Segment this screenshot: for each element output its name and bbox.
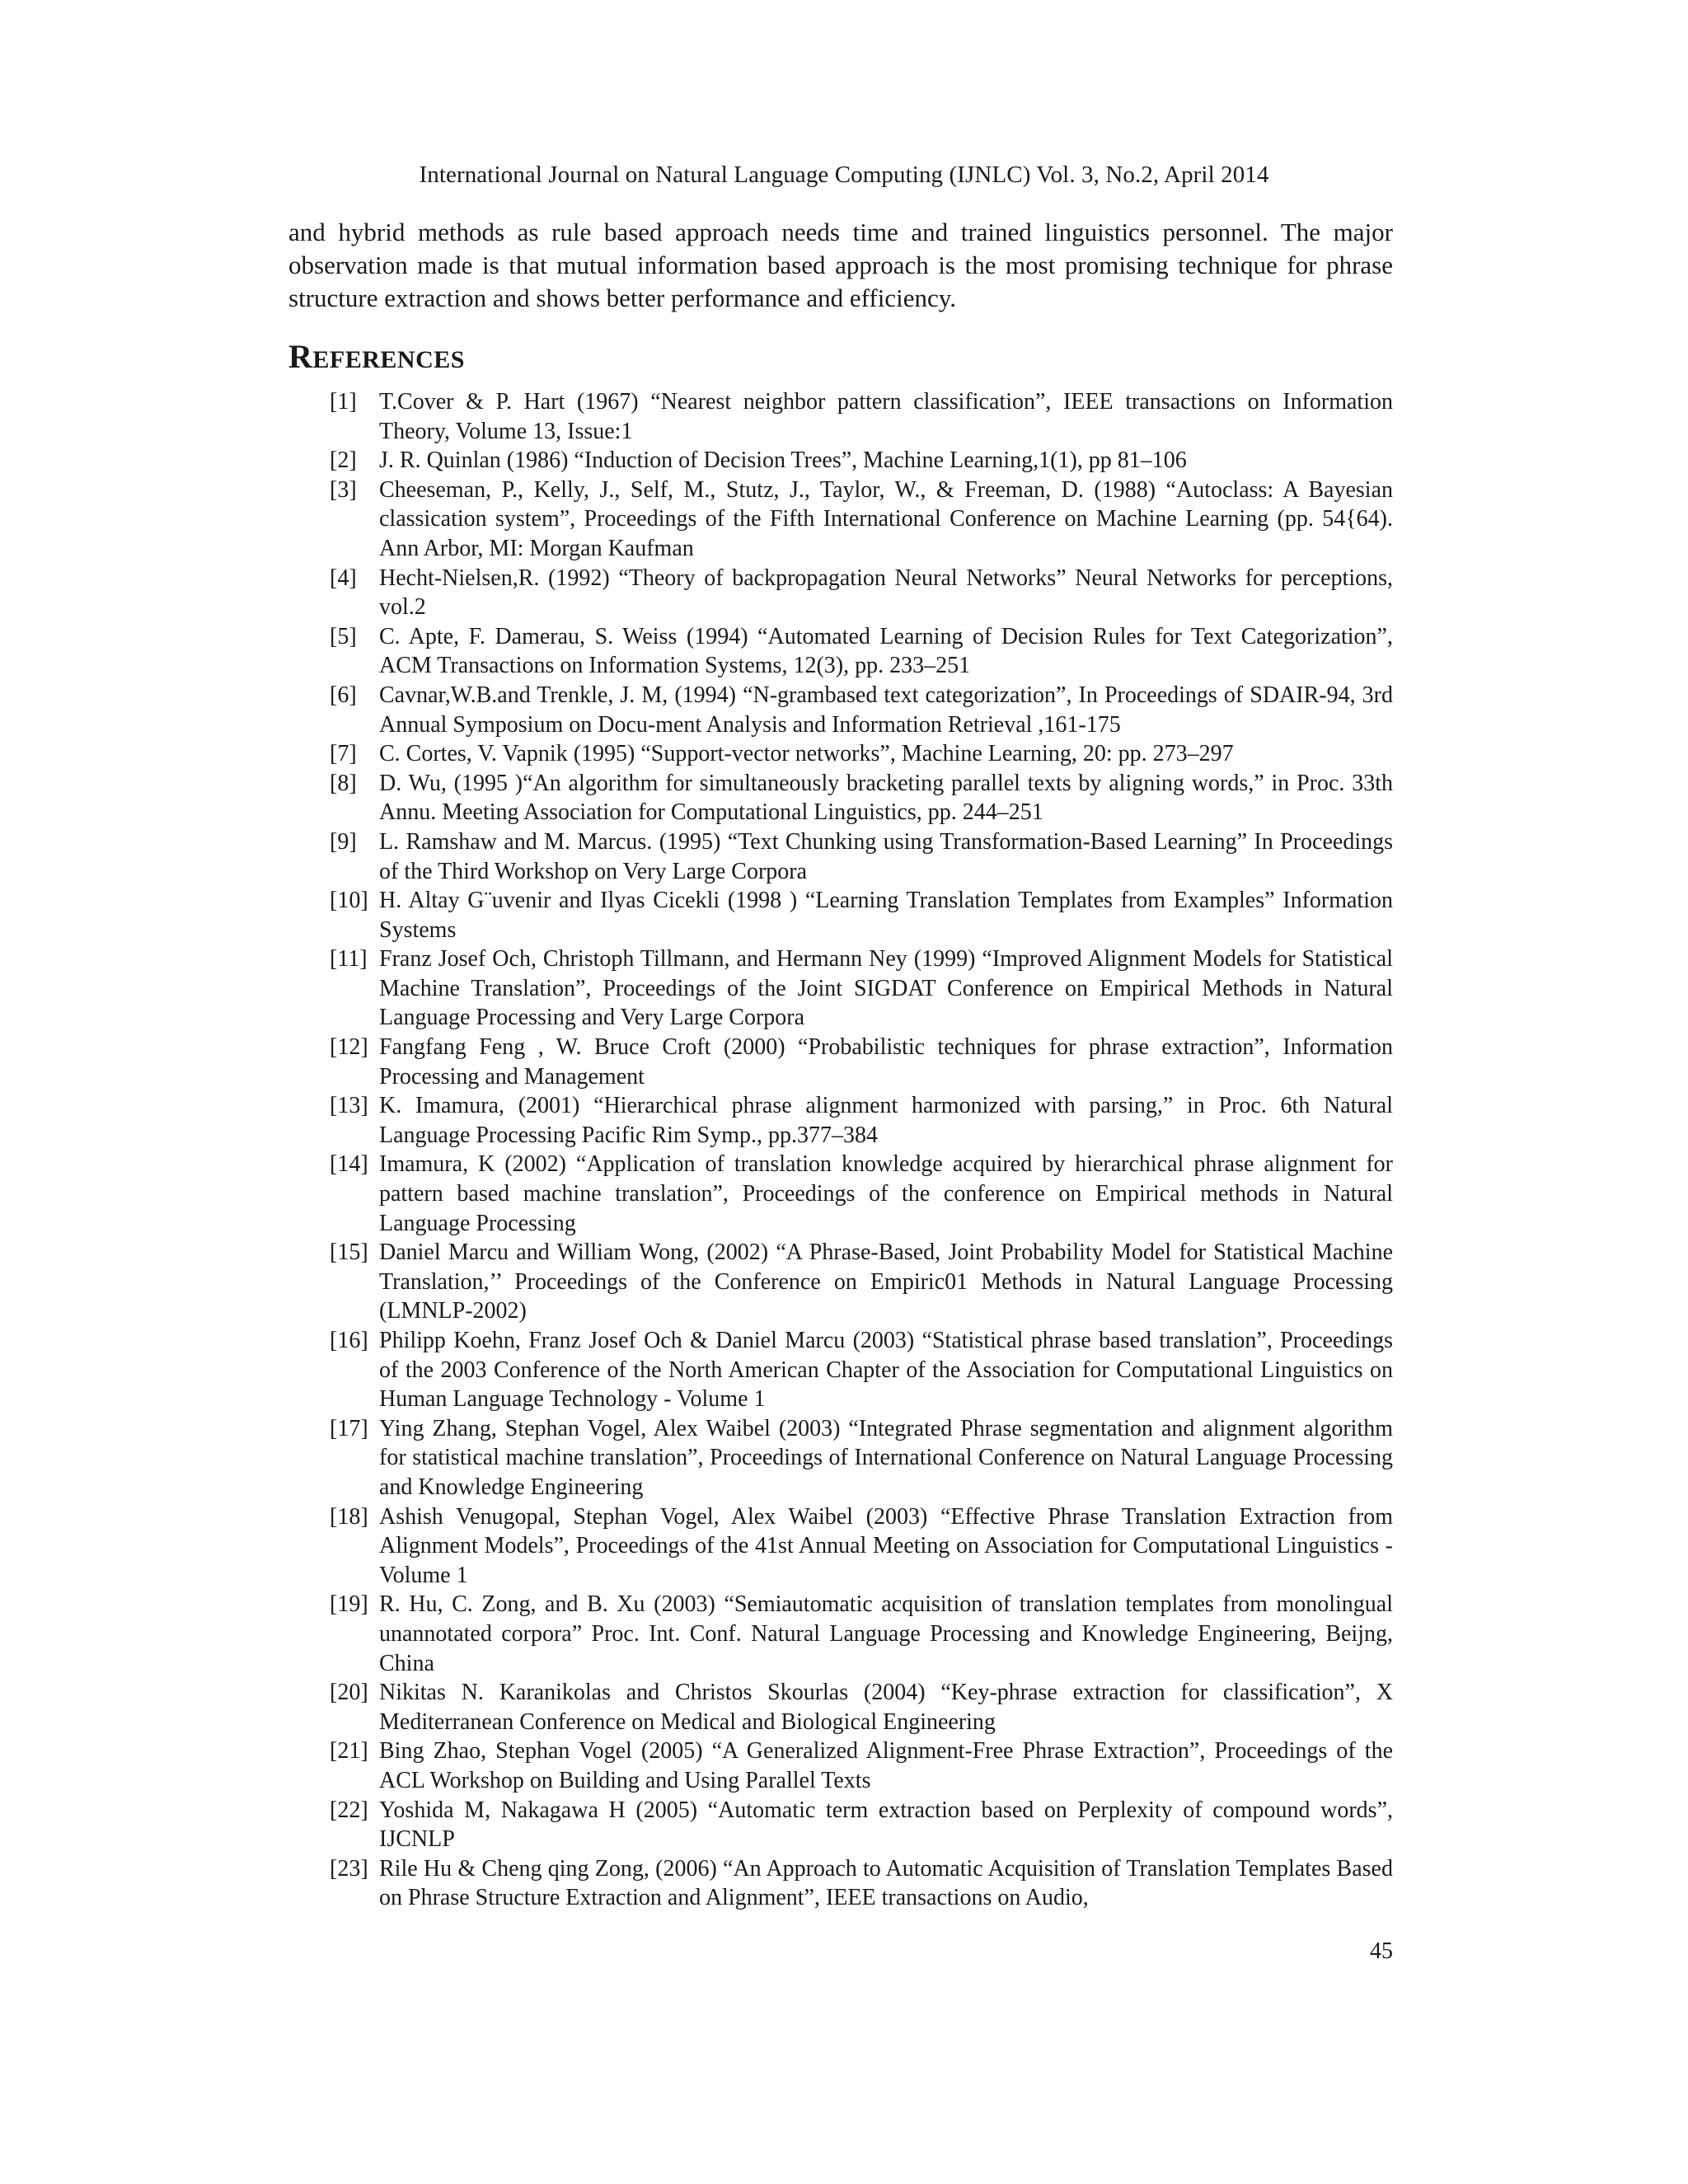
reference-item: [330, 387, 1393, 446]
reference-number: [2]: [330, 448, 357, 474]
reference-number: [10]: [330, 888, 368, 914]
reference-text: T.Cover & P. Hart (1967) “Nearest neighbor pattern classification”, IEEE transactions on Information Theory, Volume 13, Issue:1: [379, 389, 1393, 444]
reference-text: Rile Hu & Cheng qing Zong, (2006) “An Approach to Automatic Acquisition of Translation Templates Based on Phrase Structure Extraction and Alignment”, IEEE transactions on Audio,: [379, 1855, 1393, 1911]
references-heading-initial: R: [288, 338, 313, 375]
reference-item: [330, 1091, 1393, 1150]
reference-item: [330, 769, 1393, 827]
reference-number: [17]: [330, 1415, 368, 1441]
reference-list: [330, 387, 1393, 1913]
references-heading: [288, 336, 465, 381]
reference-item: [330, 739, 1393, 769]
reference-text: Bing Zhao, Stephan Vogel (2005) “A Generalized Alignment-Free Phrase Extraction”, Proceedings of the ACL Workshop on Building and Using Parallel Texts: [379, 1738, 1393, 1793]
reference-item: [330, 1033, 1393, 1091]
page-number: 45: [1370, 1938, 1393, 1964]
references-heading-rest: EFERENCES: [312, 346, 465, 373]
running-header: International Journal on Natural Language Computing (IJNLC) Vol. 3, No.2, April 2014: [419, 162, 1269, 188]
reference-text: Daniel Marcu and William Wong, (2002) “A Phrase-Based, Joint Probability Model for Statistical Machine Translation,’’ Proceedings of the Conference on Empiric01 Methods in Natural Language Processing (LMNLP-2002): [379, 1240, 1393, 1324]
reference-number: [16]: [330, 1328, 368, 1353]
reference-text: D. Wu, (1995 )“An algorithm for simultaneously bracketing parallel texts by aligning words,” in Proc. 33th Annu. Meeting Association for Computational Linguistics, pp. 244–251: [379, 770, 1393, 826]
reference-text: Cavnar,W.B.and Trenkle, J. M, (1994) “N-grambased text categorization”, In Proceedings of SDAIR-94, 3rd Annual Symposium on Docu-ment Analysis and Information Retrieval ,161-175: [379, 682, 1393, 738]
reference-number: [19]: [330, 1591, 368, 1618]
reference-number: [21]: [330, 1738, 368, 1765]
reference-number: [14]: [330, 1151, 368, 1178]
reference-item: [330, 564, 1393, 622]
reference-text: J. R. Quinlan (1986) “Induction of Decision Trees”, Machine Learning,1(1), pp 81–106: [379, 448, 1187, 474]
reference-item: [330, 446, 1393, 476]
reference-number: [6]: [330, 682, 357, 708]
reference-number: [12]: [330, 1034, 368, 1061]
reference-text: K. Imamura, (2001) “Hierarchical phrase alignment harmonized with parsing,” in Proc. 6th Natural Language Processing Pacific Rim Symp., pp.377–384: [379, 1093, 1393, 1148]
reference-number: [5]: [330, 623, 357, 649]
reference-number: [11]: [330, 946, 368, 972]
reference-item: [330, 1590, 1393, 1678]
reference-text: Hecht-Nielsen,R. (1992) “Theory of backpropagation Neural Networks” Neural Networks for perceptions, vol.2: [379, 565, 1393, 621]
reference-number: [15]: [330, 1240, 368, 1266]
reference-item: [330, 886, 1393, 944]
reference-number: [9]: [330, 828, 357, 855]
reference-text: Fangfang Feng , W. Bruce Croft (2000) “Probabilistic techniques for phrase extraction”, Information Processing and Management: [379, 1034, 1393, 1090]
reference-text: Franz Josef Och, Christoph Tillmann, and Hermann Ney (1999) “Improved Alignment Models for Statistical Machine Translation”, Proceedings of the Joint SIGDAT Conference on Empirical Methods in Natural Language Processing and Very Large Corpora: [379, 946, 1393, 1031]
reference-text: Ashish Venugopal, Stephan Vogel, Alex Waibel (2003) “Effective Phrase Translation Extraction from Alignment Models”, Proceedings of the 41st Annual Meeting on Association for Computational Linguistics - Volume 1: [379, 1503, 1393, 1588]
reference-text: H. Altay G¨uvenir and Ilyas Cicekli (1998 ) “Learning Translation Templates from Examples” Information Systems: [379, 888, 1393, 943]
reference-number: [7]: [330, 741, 357, 767]
reference-number: [1]: [330, 389, 357, 415]
reference-text: Yoshida M, Nakagawa H (2005) “Automatic term extraction based on Perplexity of compound words”, IJCNLP: [379, 1797, 1393, 1853]
reference-item: [330, 1854, 1393, 1913]
reference-number: [13]: [330, 1093, 368, 1119]
reference-item: [330, 622, 1393, 681]
reference-number: [23]: [330, 1855, 368, 1882]
body-paragraph: and hybrid methods as rule based approach needs time and trained linguistics personnel. The major observation made is that mutual information based approach is the most promising technique for phrase structure extraction and shows better performance and efficiency.: [288, 218, 1393, 312]
reference-text: Nikitas N. Karanikolas and Christos Skourlas (2004) “Key-phrase extraction for classification”, X Mediterranean Conference on Medical and Biological Engineering: [379, 1680, 1393, 1735]
reference-item: [330, 827, 1393, 886]
reference-text: Philipp Koehn, Franz Josef Och & Daniel Marcu (2003) “Statistical phrase based translation”, Proceedings of the 2003 Conference of the North American Chapter of the Association for Computational Linguistics on Human Language Technology - Volume 1: [379, 1328, 1393, 1413]
reference-text: R. Hu, C. Zong, and B. Xu (2003) “Semiautomatic acquisition of translation templates from monolingual unannotated corpora” Proc. Int. Conf. Natural Language Processing and Knowledge Engineering, Beijng, China: [379, 1591, 1393, 1676]
reference-item: [330, 1326, 1393, 1414]
reference-item: [330, 1678, 1393, 1736]
reference-number: [22]: [330, 1797, 368, 1823]
reference-item: [330, 476, 1393, 564]
reference-item: [330, 1796, 1393, 1854]
reference-number: [20]: [330, 1680, 368, 1706]
reference-text: Ying Zhang, Stephan Vogel, Alex Waibel (2003) “Integrated Phrase segmentation and alignment algorithm for statistical machine translation”, Proceedings of International Conference on Natural Language Processing and Knowledge Engineering: [379, 1415, 1393, 1500]
reference-item: [330, 1502, 1393, 1591]
reference-text: Imamura, K (2002) “Application of translation knowledge acquired by hierarchical phrase alignment for pattern based machine translation”, Proceedings of the conference on Empirical methods in Natural Language Processing: [379, 1151, 1393, 1236]
reference-item: [330, 1150, 1393, 1238]
reference-item: [330, 681, 1393, 739]
reference-text: C. Cortes, V. Vapnik (1995) “Support-vector networks”, Machine Learning, 20: pp. 273–297: [379, 741, 1234, 767]
reference-number: [8]: [330, 770, 357, 796]
reference-text: Cheeseman, P., Kelly, J., Self, M., Stutz, J., Taylor, W., & Freeman, D. (1988) “Autoclass: A Bayesian classication system”, Proceedings of the Fifth International Conference on Machine Learning (pp. 54{64). Ann Arbor, MI: Morgan Kaufman: [379, 476, 1393, 561]
reference-number: [18]: [330, 1503, 368, 1530]
reference-item: [330, 1414, 1393, 1502]
reference-text: L. Ramshaw and M. Marcus. (1995) “Text Chunking using Transformation-Based Learning” In Proceedings of the Third Workshop on Very Large Corpora: [379, 828, 1393, 884]
reference-item: [330, 1238, 1393, 1326]
reference-text: C. Apte, F. Damerau, S. Weiss (1994) “Automated Learning of Decision Rules for Text Categorization”, ACM Transactions on Information Systems, 12(3), pp. 233–251: [379, 623, 1393, 679]
reference-item: [330, 944, 1393, 1033]
reference-number: [4]: [330, 565, 357, 591]
reference-number: [3]: [330, 476, 357, 503]
reference-item: [330, 1736, 1393, 1795]
